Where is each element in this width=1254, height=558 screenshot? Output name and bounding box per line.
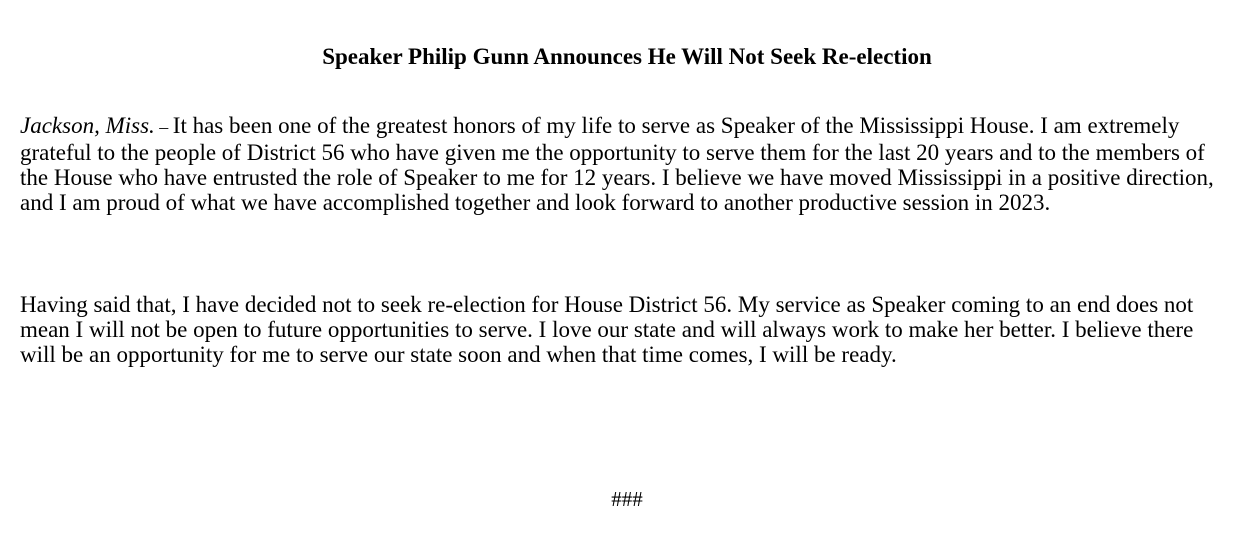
end-mark: ###	[611, 487, 643, 511]
paragraph-1-body: It has been one of the greatest honors of my life to serve as Speaker of the Mississippi House. I am extremely grateful to the people of District 56 who have given me the opportunity to serve them for the last 20 years and to the members of the House who have entrusted the role of Speaker to me for 12 years. I believe we have moved Mississippi in a positive direction, and I am proud of what we have accomplished together and look forward to another productive session in 2023.	[20, 113, 1214, 215]
press-release-title: Speaker Philip Gunn Announces He Will Not Seek Re-election	[322, 44, 932, 69]
paragraph-2: Having said that, I have decided not to seek re-election for House District 56. My service as Speaker coming to an end does not mean I will not be open to future opportunities to serve. I love our state and will always work to make her better. I believe there will be an opportunity for me to serve our state soon and when that time comes, I will be ready.	[20, 292, 1194, 367]
dateline-dash: –	[154, 117, 173, 137]
press-release-page	[20, 0, 1234, 558]
paragraph-1	[20, 113, 1234, 215]
dateline: Jackson, Miss.	[20, 113, 155, 138]
